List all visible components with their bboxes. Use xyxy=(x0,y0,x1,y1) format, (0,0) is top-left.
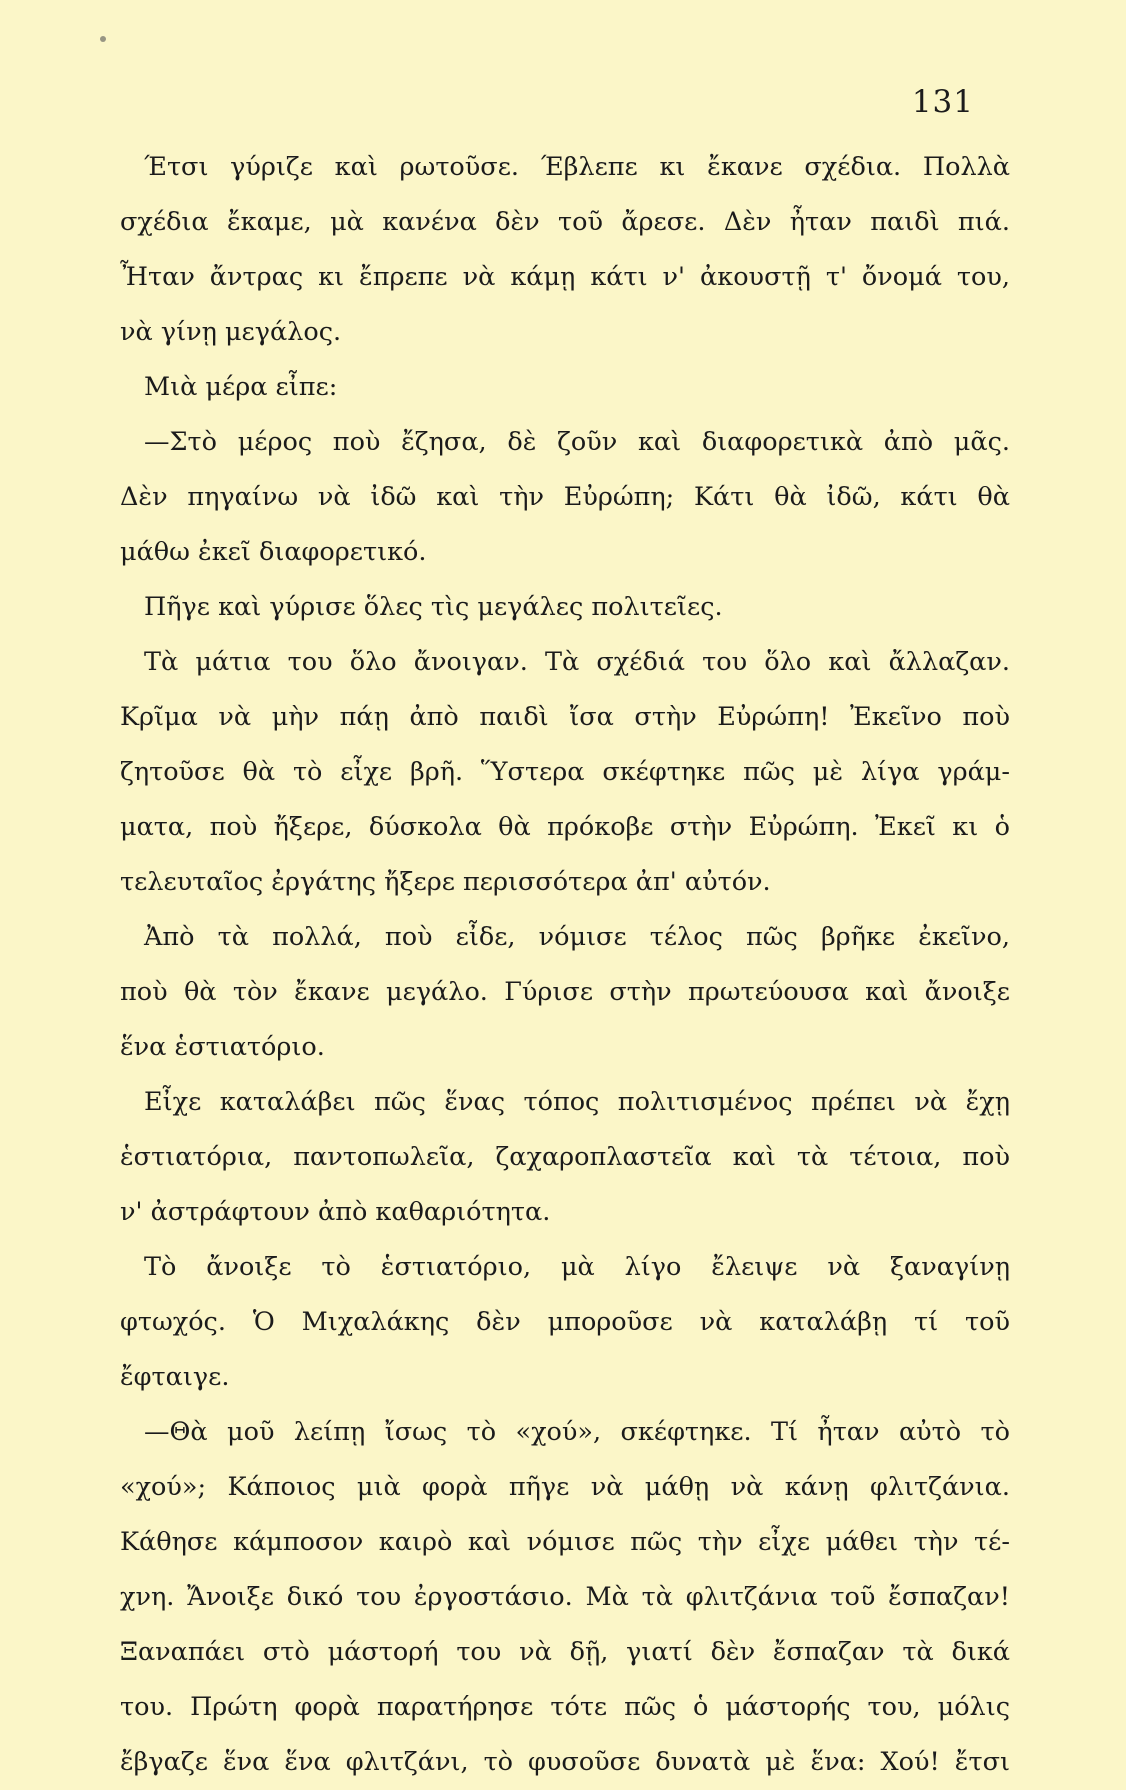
text-line: φτωχός. Ὁ Μιχαλάκης δὲν μποροῦσε νὰ καταλάβῃ τί τοῦ xyxy=(120,1307,1010,1337)
text-line: σχέδια ἔκαμε, μὰ κανένα δὲν τοῦ ἄρεσε. Δὲν ἦταν παιδὶ πιά. xyxy=(120,207,1010,237)
text-line: νὰ γίνῃ μεγάλος. xyxy=(120,317,342,347)
text-line: ἔβγαζε ἕνα ἕνα φλιτζάνι, τὸ φυσοῦσε δυνατὰ μὲ ἕνα: Χού! ἔτσι xyxy=(120,1747,1010,1777)
text-line: Ἦταν ἄντρας κι ἔπρεπε νὰ κάμῃ κάτι ν' ἀκουστῇ τ' ὄνομά του, xyxy=(120,262,1010,292)
text-line: του. Πρώτη φορὰ παρατήρησε τότε πῶς ὁ μάστορής του, μόλις xyxy=(120,1692,1010,1722)
text-line: —Θὰ μοῦ λείπῃ ἴσως τὸ «χού», σκέφτηκε. Τί ἦταν αὐτὸ τὸ xyxy=(144,1417,1010,1447)
text-line: Πῆγε καὶ γύρισε ὅλες τὶς μεγάλες πολιτεῖες. xyxy=(144,592,723,622)
ink-speck xyxy=(100,36,106,42)
text-line: ζητοῦσε θὰ τὸ εἶχε βρῆ. Ὕστερα σκέφτηκε πῶς μὲ λίγα γράμ- xyxy=(120,757,1010,787)
text-line: Ξαναπάει στὸ μάστορή του νὰ δῇ, γιατί δὲν ἔσπαζαν τὰ δικά xyxy=(120,1637,1010,1667)
text-line: —Στὸ μέρος ποὺ ἔζησα, δὲ ζοῦν καὶ διαφορετικὰ ἀπὸ μᾶς. xyxy=(144,427,1010,457)
text-line: Μιὰ μέρα εἶπε: xyxy=(144,372,338,402)
text-line: τελευταῖος ἐργάτης ἤξερε περισσότερα ἀπ' αὐτόν. xyxy=(120,867,771,897)
text-line: ματα, ποὺ ἤξερε, δύσκολα θὰ πρόκοβε στὴν Εὐρώπη. Ἐκεῖ κι ὁ xyxy=(120,812,1010,842)
text-line: ἕνα ἑστιατόριο. xyxy=(120,1032,325,1062)
text-line: Δὲν πηγαίνω νὰ ἰδῶ καὶ τὴν Εὐρώπη; Κάτι θὰ ἰδῶ, κάτι θὰ xyxy=(120,482,1010,512)
text-line: ἑστιατόρια, παντοπωλεῖα, ζαχαροπλαστεῖα καὶ τὰ τέτοια, ποὺ xyxy=(120,1142,1010,1172)
text-line: μάθω ἐκεῖ διαφορετικό. xyxy=(120,537,427,567)
text-line: Κρῖμα νὰ μὴν πάῃ ἀπὸ παιδὶ ἴσα στὴν Εὐρώπη! Ἐκεῖνο ποὺ xyxy=(120,702,1010,732)
text-line: ποὺ θὰ τὸν ἔκανε μεγάλο. Γύρισε στὴν πρωτεύουσα καὶ ἄνοιξε xyxy=(120,977,1010,1007)
text-line: «χού»; Κάποιος μιὰ φορὰ πῆγε νὰ μάθῃ νὰ κάνῃ φλιτζάνια. xyxy=(120,1472,1010,1502)
body-text xyxy=(120,140,1010,1790)
text-line: Ἀπὸ τὰ πολλά, ποὺ εἶδε, νόμισε τέλος πῶς βρῆκε ἐκεῖνο, xyxy=(144,922,1010,952)
page-number: 131 xyxy=(911,84,974,120)
text-line: Εἶχε καταλάβει πῶς ἕνας τόπος πολιτισμένος πρέπει νὰ ἔχῃ xyxy=(144,1087,1010,1117)
text-line: Τὰ μάτια του ὅλο ἄνοιγαν. Τὰ σχέδιά του ὅλο καὶ ἄλλαζαν. xyxy=(144,647,1010,677)
text-line: ἔφταιγε. xyxy=(120,1362,230,1392)
text-line: Τὸ ἄνοιξε τὸ ἑστιατόριο, μὰ λίγο ἔλειψε νὰ ξαναγίνῃ xyxy=(144,1252,1010,1282)
text-line: χνη. Ἄνοιξε δικό του ἐργοστάσιο. Μὰ τὰ φλιτζάνια τοῦ ἔσπαζαν! xyxy=(120,1582,1010,1612)
text-line: Κάθησε κάμποσον καιρὸ καὶ νόμισε πῶς τὴν εἶχε μάθει τὴν τέ- xyxy=(120,1527,1010,1557)
text-line: Έτσι γύριζε καὶ ρωτοῦσε. Έβλεπε κι ἔκανε σχέδια. Πολλὰ xyxy=(144,152,1010,182)
text-line: ν' ἀστράφτουν ἀπὸ καθαριότητα. xyxy=(120,1197,551,1227)
